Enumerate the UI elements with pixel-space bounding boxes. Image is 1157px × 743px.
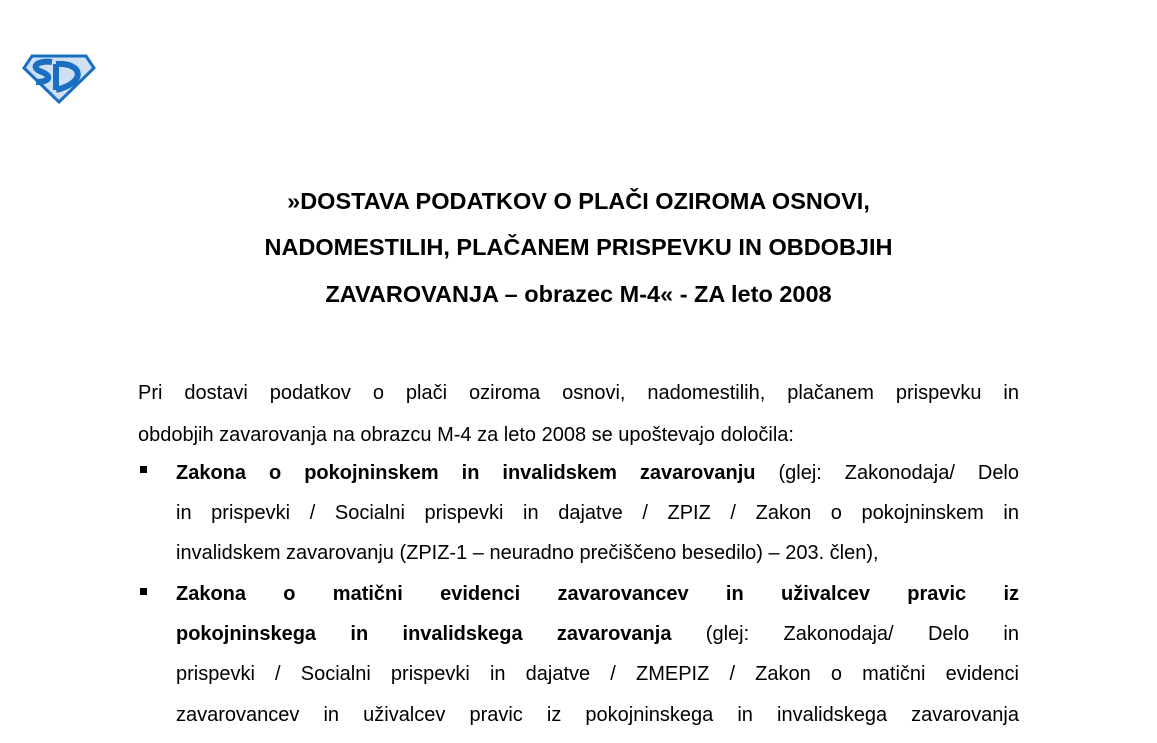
bullet-1-line-2: in prispevki / Socialni prispevki in dajatve / ZPIZ / Zakon o pokojninskem in <box>176 502 1019 524</box>
document-title-line-3: ZAVAROVANJA – obrazec M-4« - ZA leto 2008 <box>325 281 832 307</box>
bullet-icon <box>140 466 147 473</box>
bullet-2-line-3: prispevki / Socialni prispevki in dajatve / ZMEPIZ / Zakon o matični evidenci <box>176 663 1019 685</box>
bullet-1-line-1: Zakona o pokojninskem in invalidskem zavarovanju (glej: Zakonodaja/ Delo <box>176 462 1020 484</box>
document-title-line-1: »DOSTAVA PODATKOV O PLAČI OZIROMA OSNOVI, <box>287 188 870 214</box>
bullet-1-line-3: invalidskem zavarovanju (ZPIZ-1 – neuradno prečiščeno besedilo) – 203. člen), <box>176 542 879 564</box>
intro-line-2: obdobjih zavarovanja na obrazcu M-4 za leto 2008 se upoštevajo določila: <box>138 424 794 446</box>
document-title-line-2: NADOMESTILIH, PLAČANEM PRISPEVKU IN OBDOBJIH <box>264 234 893 260</box>
intro-line-1: Pri dostavi podatkov o plači oziroma osnovi, nadomestilih, plačanem prispevku in <box>138 382 1019 404</box>
bullet-2-line-2: pokojninskega in invalidskega zavarovanja (glej: Zakonodaja/ Delo in <box>176 623 1020 645</box>
company-logo <box>22 52 96 104</box>
bullet-2-line-4: zavarovancev in uživalcev pravic iz pokojninskega in invalidskega zavarovanja <box>176 704 1019 726</box>
bullet-2-line-1: Zakona o matični evidenci zavarovancev in uživalcev pravic iz <box>176 583 1019 605</box>
bullet-icon <box>140 588 147 595</box>
